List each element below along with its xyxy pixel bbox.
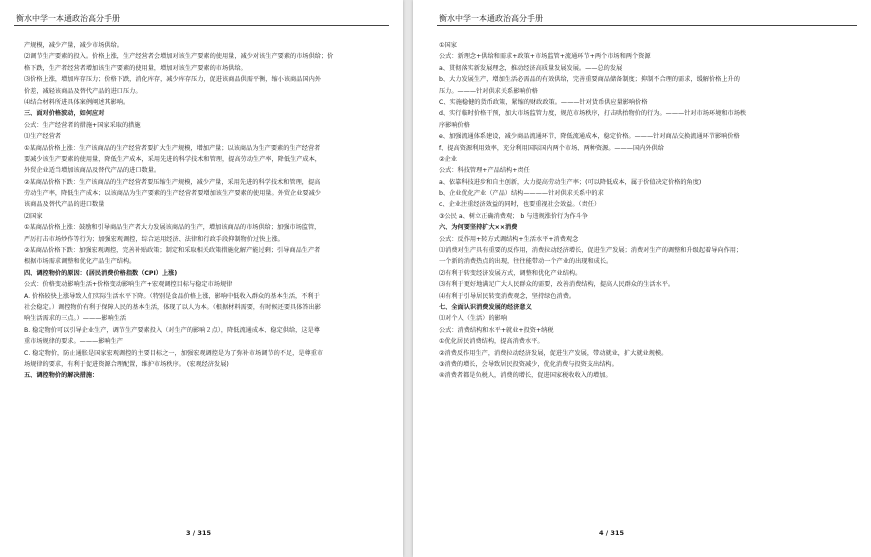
text-line: ①国家 [439,42,457,49]
document-page-left [0,0,403,557]
document-page-right [413,0,871,557]
text-line: 公式：生产经营者的措施+国家采取的措施 [24,121,141,129]
text-line: 公式：价格变动影响生活+价格变动影响生产+宏观调控目标与稳定市场规律 [24,281,233,289]
text-line: 响生活需求的三点。）———影响生活 [24,315,127,323]
text-line: ⑵调节生产要素的投入。价格上涨，生产经营者会增加对该生产要素的使用量，减少对该生产要素的市场供给；价 [24,53,334,61]
text-line: ②企业 [439,155,457,163]
text-line: ③消费的增长，会导致居民投资减少，优化消费与投资支出结构。 [439,360,618,368]
text-line: ⑶价格上涨，增加库存压力；价格下跌，消化库存，减少库存压力，促进该商品供需平衡，缩小该商品国内外 [24,76,321,84]
text-line: 产规模，减少产量，减少市场供给。 [24,42,123,49]
text-line: C. 稳定物价，防止通胀是国家宏观调控的主要目标之一，加强宏观调控是为了弥补市场调节的不足，是尊重市 [24,349,324,357]
text-line: a、依靠科技进步和自主创新，大力提高劳动生产率；(可以降低成本，属于价值决定价格的角度) [439,178,702,186]
text-line: e、加强流通体系建设，减少商品流通环节，降低流通成本，稳定价格。———针对商品交换流通环节影响价格 [439,133,740,141]
text-line: d、实行临时价格干预，加大市场监管力度，规范市场秩序，打击哄抬物价的行为。———针对市场环境和市场秩 [439,110,747,118]
text-line: 外贸企业适当增加该商品及替代产品的进口数量。 [24,167,161,175]
text-line: ②某商品价格下跌：加强宏观调控，完善补贴政策；制定和采取相关政策措施化解产能过剩；引导商品生产者 [24,247,321,255]
text-line: c、企业注重经济效益的同时，也要重视社会效益。（责任） [439,201,601,209]
text-line: 严厉打击市场炒作等行为；加强宏观调控，综合运用经济、法律和行政手段抑制物价过快上涨。 [24,235,284,243]
section-heading: 三、面对价格波动，如何应对 [24,110,105,118]
text-line: 一个新的消费热点的出现，往往能带动一个产业的出现和成长。 [439,258,613,266]
text-line: ④消费者都是负税人，消费的增长，促进国家税收收入的增加。 [439,372,612,380]
text-line: ③公民 a、树立正确消费观； b 与违规涨价行为作斗争 [439,212,589,220]
text-line: ⑷有利于引导居民转变消费观念，坚持绿色消费。 [439,292,576,300]
text-line: ⑴对个人（生活）的影响 [439,315,508,323]
text-line: ①优化居民消费结构，提高消费水平。 [439,338,544,346]
text-line: 公式：消费结构和水平+就业+投资+纳税 [439,326,554,334]
text-line: 格下跌，生产者经营者增加该生产要素的使用量，增加对该生产要素的市场供给。 [24,64,247,72]
section-heading: 六、为何要坚持扩大××消费 [439,224,518,232]
text-line: 序影响价格 [439,121,470,129]
text-line: C、实施稳健的货币政策，紧缩的财政政策。———针对货币供应量影响价格 [439,98,648,106]
text-line: a、贯彻落实新发展理念，推动经济高质量发展发展。——总的发展 [439,64,623,72]
text-line: 重市场规律的要求。———影响生产 [24,338,123,346]
text-line: 公式：新理念+供给和需求+政策+市场监管+流通环节+两个市场和两个资源 [439,53,651,61]
header-divider [437,25,857,26]
text-line: b、企业优化产业（产品）结构————针对供求关系中的求 [439,190,604,198]
header-divider [14,25,389,26]
page-number: 4 / 315 [599,529,624,537]
page-header: 衡水中学一本通政治高分手册 [16,14,120,23]
text-line: ⑴消费对生产具有重要的反作用，消费拉动经济增长，促进生产发展；消费对生产的调整和升级起着导向作用； [439,247,743,255]
text-line: 劳动生产率，降低生产成本；以该商品为生产要素的生产经营者要增加该生产要素的使用量。外贸企业要减少 [24,190,321,198]
text-line: ①某商品价格上涨：生产该商品的生产经营者要扩大生产规模，增加产量；以该商品为生产要素的生产经营者 [24,144,321,152]
text-line: 压力。———针对供求关系影响价格 [439,87,538,95]
text-line: 场规律的要求，有利于促进资源合理配置，维护市场秩序。 (宏观经济发展) [24,360,229,368]
page-number: 3 / 315 [186,529,211,537]
text-line: f、提高资源利用效率，充分利用国际国内两个市场、两种资源。———国内外供给 [439,144,664,152]
text-line: ②消费反作用生产，消费拉动经济发展，促进生产发展，带动就业，扩大就业规模。 [439,349,668,357]
page-body [24,40,392,382]
text-line: ⑶有利于更好地满足广大人民群众的需要，改善消费结构，提高人民群众的生活水平。 [439,281,675,289]
section-heading: 四、调控物价的原因：(居民消费价格指数（CPI）上涨) [24,269,178,277]
text-line: 要减少该生产要素的使用量，降低生产成本，采用先进的科学技术和管理，提高劳动生产率，降低生产成本， [24,155,321,163]
text-line: ①某商品价格上涨：鼓励和引导商品生产者大力发展该商品的生产，增加该商品的市场供给；加强市场监管， [24,224,321,232]
text-line: 根据市场需求调整和优化产品生产结构。 [24,258,136,266]
text-line: ⑴生产经营者 [24,133,62,141]
text-line: B. 稳定物价可以引导企业生产，调节生产要素投入（对生产的影响２点），降低流通成本、稳定供给，这是尊 [24,326,320,334]
text-line: 价差，减轻该商品及替代产品的进口压力。 [24,87,142,95]
page-header: 衡水中学一本通政治高分手册 [439,14,543,23]
text-line: b、大力发展生产，增加生活必需品的有效供给，完善重要商品储备制度；抑制不合理的需求，缓解价格上升的 [439,76,740,84]
text-line: A. 价格较快上涨导致人们实际生活水平下降。（特别是食品价格上涨，影响中低收入群众的基本生活，不利于 [24,292,320,300]
text-line: 社会稳定。）调控物价有利于保障人民的基本生活，体现了以人为本。（根据材料需要，有时候还要具体答出影 [24,303,321,311]
section-heading: 七、全面认识消费发展的经济意义 [439,303,532,311]
text-line: ⑷结合材料所进具体案例阐述其影响。 [24,98,130,106]
page-body [439,40,859,382]
text-line: 公式：反作用+转方式调结构+生活水平+消费观念 [439,235,579,243]
text-line: 该商品及替代产品的进口数量 [24,201,105,209]
text-line: ②某商品价格下跌：生产该商品的生产经营者要压缩生产规模，减少产量，采用先进的科学技术和管理，提高 [24,178,321,186]
text-line: ⑵国家 [24,212,43,220]
text-line: ⑵有利于转变经济发展方式，调整和优化产业结构。 [439,269,582,277]
text-line: 公式：科技管理+产品结构+责任 [439,167,530,175]
section-heading: 五、调控物价的解决措施： [24,372,99,380]
